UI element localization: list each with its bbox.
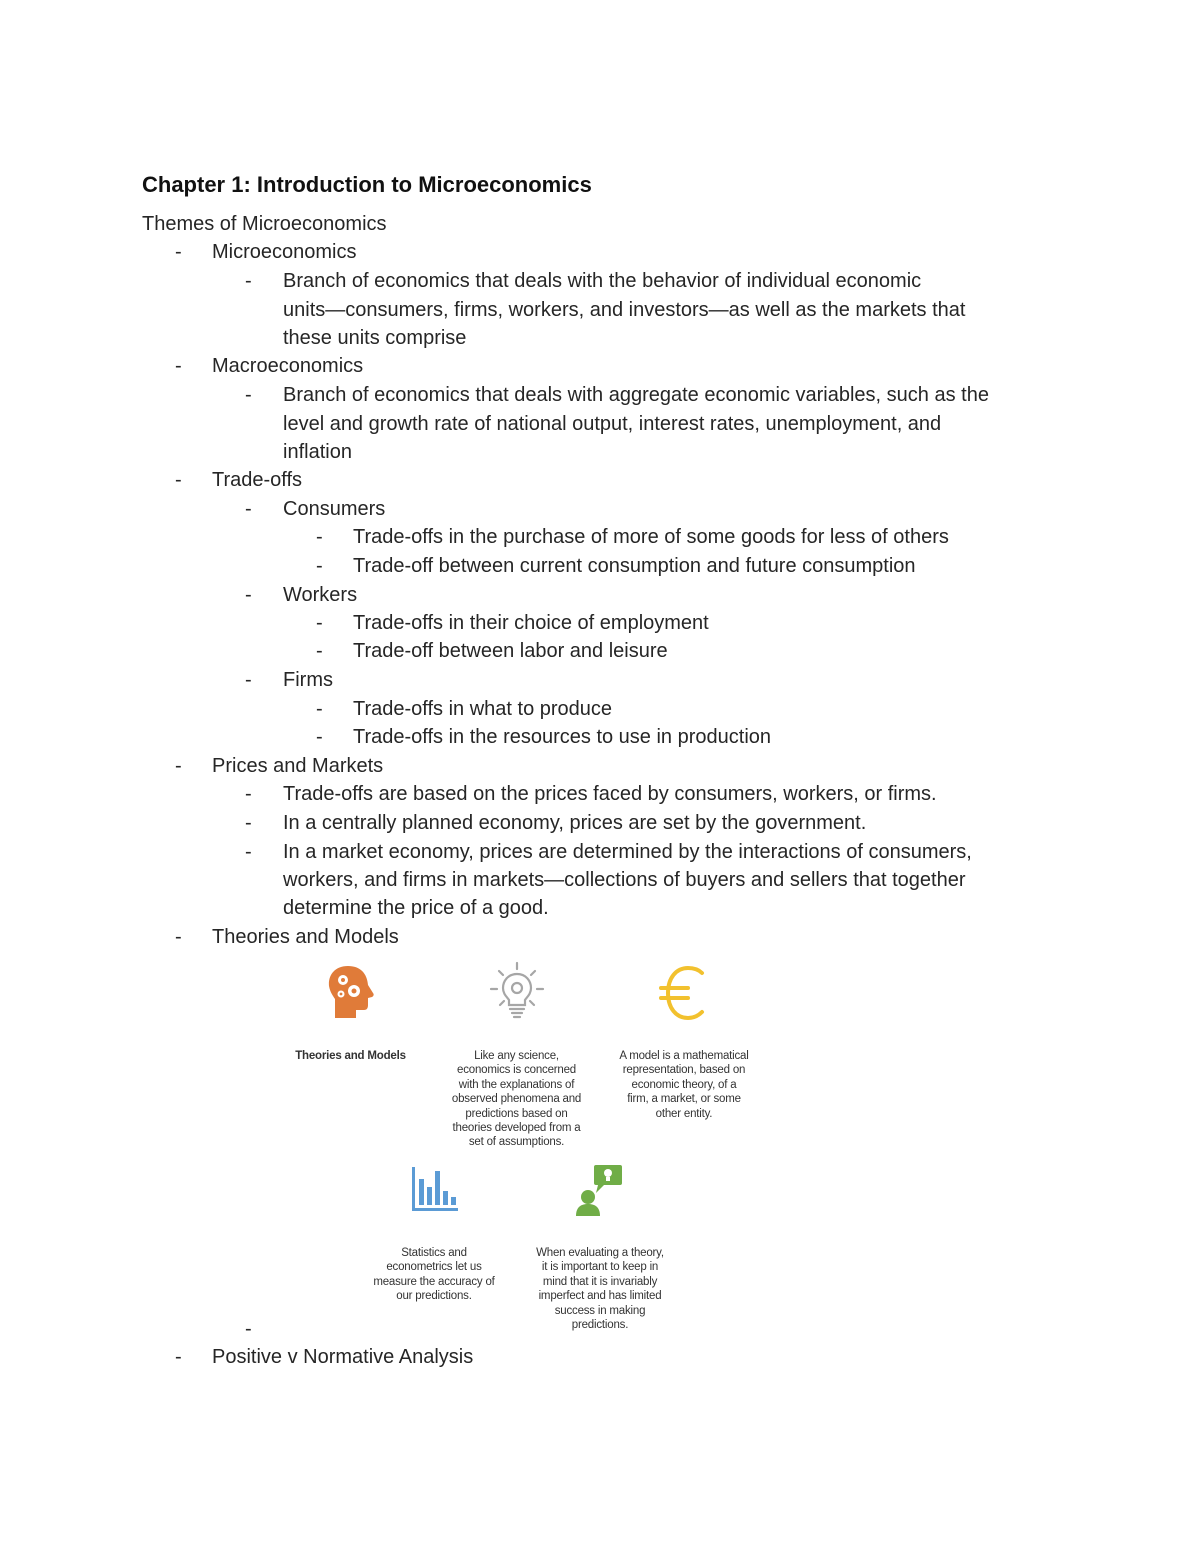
bullet-dash: - xyxy=(316,640,323,662)
bullet-dash: - xyxy=(245,498,252,520)
list-item: Trade-offs in the purchase of more of some goods for less of others xyxy=(353,526,949,548)
definition-line: these units comprise xyxy=(283,327,467,349)
outline-item-macroeconomics: Macroeconomics xyxy=(212,355,364,377)
euro-icon xyxy=(658,965,708,1021)
definition-line: Branch of economics that deals with the behavior of individual economic xyxy=(283,270,922,292)
list-item: Trade-off between labor and leisure xyxy=(353,640,668,662)
outline-item-tradeoffs: Trade-offs xyxy=(212,469,303,491)
definition-line: Branch of economics that deals with aggregate economic variables, such as the xyxy=(283,384,989,406)
bullet-dash: - xyxy=(245,669,252,691)
head-gears-icon xyxy=(326,964,376,1020)
figure-caption-model: A model is a mathematical representation, based on economic theory, of a firm, a market, or some other entity. xyxy=(619,1050,749,1120)
bullet-dash: - xyxy=(245,1318,252,1340)
lightbulb-icon xyxy=(487,961,547,1023)
figure-caption-science: Like any science, economics is concerned with the explanations of observed phenomena and predictions based on theories developed from a set of assumptions. xyxy=(451,1050,582,1149)
bullet-dash: - xyxy=(316,555,323,577)
bullet-dash: - xyxy=(245,783,252,805)
bullet-dash: - xyxy=(175,355,182,377)
list-item: Trade-off between current consumption and future consumption xyxy=(353,555,916,577)
bullet-dash: - xyxy=(316,726,323,748)
outline-item-positive-normative: Positive v Normative Analysis xyxy=(212,1346,474,1368)
bullet-dash: - xyxy=(175,926,182,948)
bullet-dash: - xyxy=(245,812,252,834)
outline-item-microeconomics: Microeconomics xyxy=(212,241,357,263)
bullet-dash: - xyxy=(175,241,182,263)
figure-caption-statistics: Statistics and econometrics let us measure the accuracy of our predictions. xyxy=(373,1247,495,1303)
theories-models-figure xyxy=(280,955,780,1335)
bullet-dash: - xyxy=(245,841,252,863)
bullet-dash: - xyxy=(175,469,182,491)
list-item-continued: workers, and firms in markets—collections of buyers and sellers that together xyxy=(283,869,966,891)
list-item: In a market economy, prices are determined by the interactions of consumers, xyxy=(283,841,972,863)
bullet-dash: - xyxy=(245,270,252,292)
bullet-dash: - xyxy=(316,612,323,634)
bullet-dash: - xyxy=(245,584,252,606)
outline-item-consumers: Consumers xyxy=(283,498,386,520)
list-item-continued: determine the price of a good. xyxy=(283,897,549,919)
list-item: Trade-offs in what to produce xyxy=(353,698,613,720)
outline-item-theories-and-models: Theories and Models xyxy=(212,926,399,948)
list-item: Trade-offs in the resources to use in production xyxy=(353,726,772,748)
bullet-dash: - xyxy=(175,1346,182,1368)
bar-chart-icon xyxy=(410,1165,460,1213)
list-item: Trade-offs in their choice of employment xyxy=(353,612,709,634)
section-heading: Themes of Microeconomics xyxy=(142,213,387,235)
definition-line: inflation xyxy=(283,441,352,463)
outline-item-workers: Workers xyxy=(283,584,358,606)
definition-line: level and growth rate of national output, interest rates, unemployment, and xyxy=(283,413,942,435)
list-item: Trade-offs are based on the prices faced by consumers, workers, or firms. xyxy=(283,783,937,805)
figure-caption-theories: Theories and Models xyxy=(295,1050,406,1062)
bullet-dash: - xyxy=(316,526,323,548)
bullet-dash: - xyxy=(175,755,182,777)
list-item: In a centrally planned economy, prices are set by the government. xyxy=(283,812,867,834)
bullet-dash: - xyxy=(316,698,323,720)
bullet-dash: - xyxy=(245,384,252,406)
definition-line: units—consumers, firms, workers, and investors—as well as the markets that xyxy=(283,299,966,321)
chapter-title: Chapter 1: Introduction to Microeconomics xyxy=(142,172,592,197)
figure-caption-evaluating: When evaluating a theory, it is important to keep in mind that it is invariably imperfect and has limited success in making predictions. xyxy=(536,1247,664,1332)
outline-item-prices-and-markets: Prices and Markets xyxy=(212,755,384,777)
person-idea-icon xyxy=(574,1163,626,1217)
outline-item-firms: Firms xyxy=(283,669,333,691)
